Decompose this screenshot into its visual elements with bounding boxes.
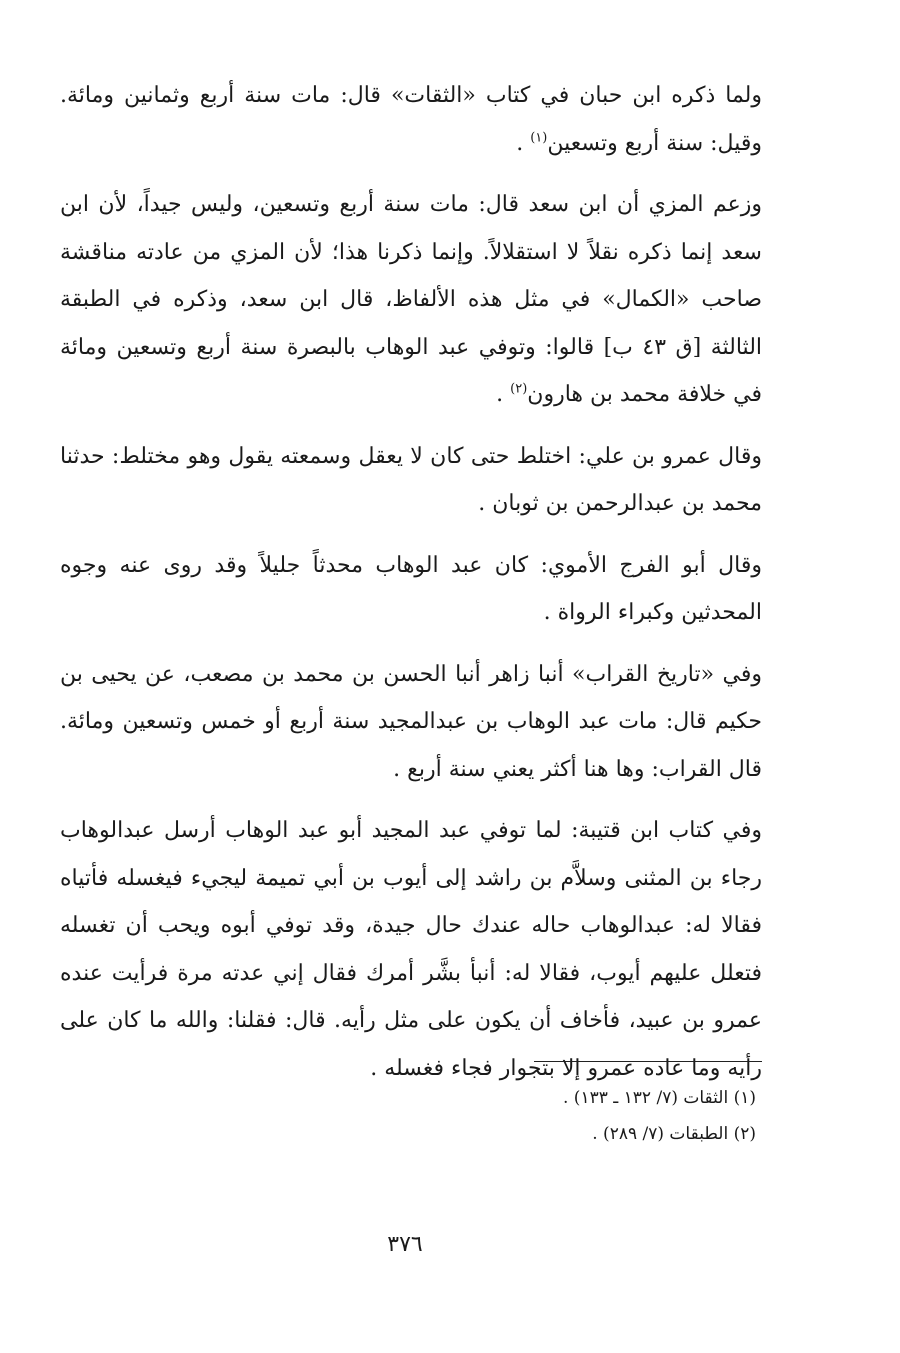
paragraph-ibn-qutayba (60, 807, 762, 1092)
paragraph-end: . (516, 130, 531, 156)
footnote-2: (٢) الطبقات (٧/ ٢٨٩) . (592, 1124, 756, 1144)
paragraph-text: وقال أبو الفرج الأموي: كان عبد الوهاب محدثاً جليلاً وقد روى عنه وجوه المحدثين وكبراء الرواة . (60, 552, 762, 625)
paragraph-text: وزعم المزي أن ابن سعد قال: مات سنة أربع وتسعين، وليس جيداً، لأن ابن سعد إنما ذكره نقلاً لا استقلالاً. وإنما ذكرنا هذا؛ لأن المزي من عادته مناقشة صاحب «الكمال» في مثل هذه الألفاظ، قال ابن سعد، وذكره في الطبقة الثالثة [ق ٤٣ ب] قالوا: وتوفي عبد الوهاب بالبصرة سنة أربع وتسعين ومائة في خلافة محمد بن هارون (60, 192, 763, 407)
paragraph-text: وفي كتاب ابن قتيبة: لما توفي عبد المجيد أبو عبد الوهاب أرسل عبدالوهاب رجاء بن المثنى وسلاَّم بن راشد إلى أيوب بن أبي تميمة ليجيء فيغسله فأتياه فقالا له: عبدالوهاب حاله عندك حال جيدة، وقد توفي أبوه ويحب أن تغسله فتعلل عليهم أيوب، فقالا له: أنبأ بشَّر أمرك فقال إني عدته مرة فرأيت عنده عمرو بن عبيد، فأخاف أن يكون على مثل رأيه. قال: فقلنا: والله ما كان على رأيه وما عاده عمرو إلا بتجوار فجاء فغسله . (60, 818, 762, 1081)
page-number: ٣٧٦ (387, 1232, 423, 1257)
footnote-separator (534, 1061, 762, 1062)
paragraph-end: . (496, 382, 511, 407)
footnote-reference[interactable]: (١) (530, 130, 548, 146)
footnotes (60, 1080, 756, 1152)
paragraph-amr-ibn-ali (60, 433, 762, 528)
paragraph-text: وفي «تاريخ القراب» أنبا زاهر أنبا الحسن بن محمد بن مصعب، عن يحيى بن حكيم قال: مات عبد الوهاب بن عبدالمجيد سنة أربع أو خمس وتسعين ومائة. قال القراب: وها هنا أكثر يعني سنة أربع . (60, 661, 762, 782)
paragraph-al-mizzi (60, 181, 762, 419)
paragraph-abu-al-faraj (60, 542, 762, 637)
footnote-1: (١) الثقات (٧/ ١٣٢ ـ ١٣٣) . (562, 1088, 756, 1108)
paragraph-text: وقال عمرو بن علي: اختلط حتى كان لا يعقل وسمعته يقول وهو مختلط: حدثنا محمد بن عبدالرحمن بن ثوبان . (60, 443, 762, 516)
paragraph-ibn-hibban (60, 72, 762, 167)
paragraph-text: ولما ذكره ابن حبان في كتاب «الثقات» قال: مات سنة أربع وثمانين ومائة. وقيل: سنة أربع وتسعين (60, 83, 762, 156)
paragraph-tarikh-al-qarrab (60, 651, 762, 794)
footnote-reference[interactable]: (٢) (510, 381, 528, 397)
main-text (60, 72, 762, 1106)
